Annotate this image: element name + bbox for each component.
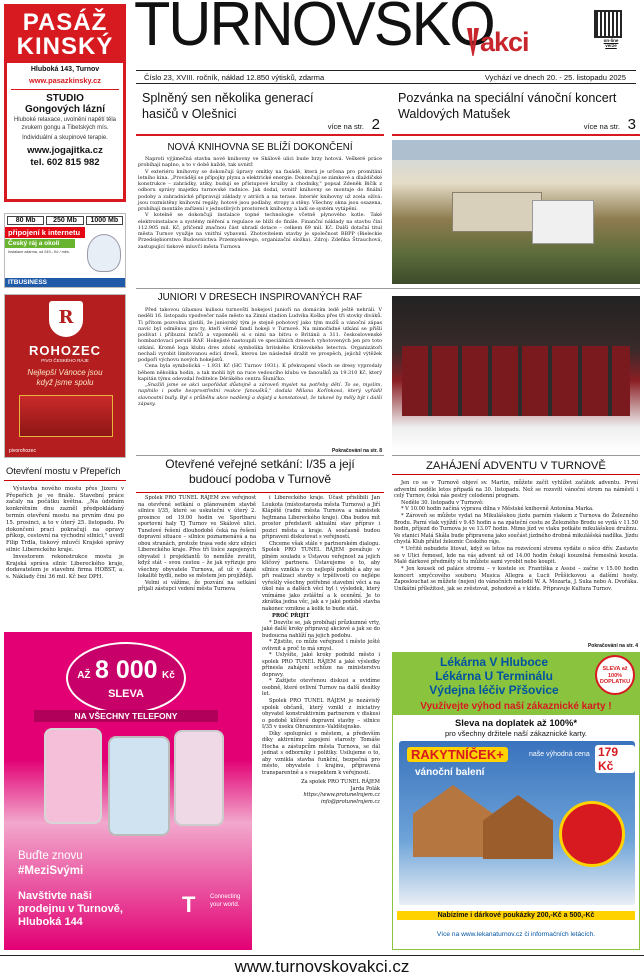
phone-image-1 <box>44 728 102 824</box>
pharmacy-web[interactable]: Více na www.lekanaturnov.cz či informačních letácích. <box>436 931 596 938</box>
most-paragraph-2: Investorem rekonstrukce mostu je Krajská správa silnic Libereckého kraje, dodavatelem je stavební firma HOBST, a. s. Náklady činí 36 mil. Kč bez DPH. <box>6 553 124 581</box>
teaser-2-title: Pozvánka na speciální vánoční koncert Waldových Matušek <box>398 91 617 122</box>
rohozec-logo: R <box>49 301 83 337</box>
teaser-1-page: 2 <box>371 116 380 133</box>
mobile-visit: Navštivte naši prodejnu v Turnově, Hluboká 144 <box>18 890 123 929</box>
pasaz-name: PASÁŽ KINSKÝ <box>7 7 123 63</box>
speed-250: 250 Mb <box>46 216 83 225</box>
pasaz-address: Hluboká 143, Turnov <box>30 66 100 73</box>
advent-item-2: * Zároveň se můžete vydat na Mikulášskou jízdu parním vlakem z Turnova do Železného Brodu. Parní vlak vyjíždí v 9.45 hodin a na zpáteční cestu ze Železného Brodu se vydá v 11.50 hodin, příjezd do Turnova je ve 13.07 hodin. Mimo jízd ve vlaku potkáte mikulášskou družinu. Ve stanici Malá Skála bude připravena jako součást jízdného drobná mikulášská nadílka. Jízdu chystá Klub přátel železnic Českého ráje. <box>394 513 638 546</box>
knihovna-paragraph-1: Naproti výjimečná stavba nové knihovny ve Skálově ulici bude brzy hotová. Veškeré práce probíhají naplno, a to v době každé, tak uvnitř. <box>138 156 382 169</box>
speed-1000: 1000 Mb <box>86 216 123 225</box>
tunel-col1-paragraph-2: Velmi si vážíme, že pozvání na setkání přijali zástupci vedení města Turnova <box>138 579 256 593</box>
qr-code[interactable] <box>594 10 622 38</box>
juniori-article <box>136 290 384 454</box>
masthead-title: TURNOVSKO <box>134 0 494 59</box>
mobile-hash2: #MeziSvými <box>18 865 84 877</box>
pharmacy-discount: Sleva na doplatek až 100%* <box>455 717 577 728</box>
speed-80: 80 Mb <box>7 216 44 225</box>
tunel-why-heading: PROČ PŘIJÍT <box>272 613 310 620</box>
gingerbread-house-image <box>413 785 493 857</box>
advent-continue[interactable]: Pokračování na str. 4 <box>587 643 638 649</box>
rohozec-ad[interactable] <box>4 294 126 458</box>
masthead-info-bar <box>136 70 636 84</box>
tin-box-image <box>559 801 625 867</box>
pharmacy-slogan: Využívejte výhod naší zákaznické karty ! <box>393 701 639 712</box>
knihovna-article <box>136 140 384 284</box>
teaser-1-more: více na str. <box>327 122 364 131</box>
tunel-heading: Otevřené veřejné setkání: I/35 a její budoucí podoba v Turnově <box>165 457 355 487</box>
teaser-2-page: 3 <box>627 116 636 133</box>
internet-region: Český ráj a okolí <box>5 239 75 248</box>
tunel-bullet-2: * Zjistíte, co může veřejnost i město ještě ovlivnit a proč to má smysl. <box>262 639 380 652</box>
studio-text: Hluboké relaxace, uvolnění napětí těla zvukem gongu a Tibetských mís. <box>13 117 117 131</box>
advent-item-3: * Určitě nebudete litovat, když se letos na rozsvícení stromu vydáte o něco dřív. Zastavte se v Ulici řemesel, kde na vás advent už od 14.00 hodin čekají kouzelná řemeslná kouzla. Malé dárkové předměty si tu můžete sami vyrobit nebo koupit. <box>394 546 638 566</box>
hockey-photo <box>392 296 640 450</box>
rohozec-fb: pivorohozec <box>9 448 36 454</box>
t-logo-icon: T <box>182 892 196 917</box>
juniori-quote: „Snažili jsme se akci uspořádat důstojně a zároveň myslet na potřeby dětí. To se, myslím, naplnilo i podle bezprostřední reakce fanoušků," dodala Milana Kořínková, který vyřádil slavnostní bully. Byl s průběhu akce nadšený a dojatý a konstatoval, že takové by měly být i další zápasy. <box>138 382 382 407</box>
library-photo <box>392 140 640 284</box>
release-info: Vychází ve dnech 20. - 25. listopadu 2025 <box>484 72 626 82</box>
tunel-col2-paragraph: i Libereckého kraje. Účast přislíbili Jan Loukota (místostarosta města Turnova) a Jiří Klápště (radní města Turnova a náměstek hejtmana Libereckého kraje). Oba budou mít prostor představit aktuální stav příprav i pozici města a kraje. A současně budou připraveni diskutovat s veřejností. <box>262 495 380 541</box>
pharmacy-line1: Lékárna V Hluboce <box>439 655 549 669</box>
studio-text2: Individuální a skupinové terapie. <box>22 134 108 141</box>
qr-caption: on-line verze <box>603 38 619 48</box>
mobile-brand-tag: Connecting your world. <box>210 894 241 908</box>
product-name: RAKYTNÍČEK+ <box>407 747 508 762</box>
advent-heading: ZAHÁJENÍ ADVENTU V TURNOVĚ <box>426 460 606 472</box>
rohozec-brand: ROHOZEC <box>29 343 101 358</box>
gift-box-image <box>19 395 113 437</box>
tunel-web[interactable]: https://www.protunelrajem.cz <box>303 792 380 799</box>
price-label: naše výhodná cena <box>529 751 590 758</box>
most-article <box>4 464 126 581</box>
footer-web[interactable]: www.turnovskovakci.cz <box>234 957 410 976</box>
masthead-accent: akci <box>467 28 529 56</box>
internet-brand: ITBUSINESS <box>5 278 125 287</box>
product-panel <box>399 741 635 905</box>
teaser-1[interactable] <box>136 90 384 136</box>
advent-item-4: * Jen kousek od paláce stromu – v kostele sv. Františka z Assisi – začne v 15.00 hodin koncert smyčcového souboru Musica Allegra a Lucii Průšickovou a dalšími hosty. Zaposlouchat se můžete (nejen) do vánočních melodií W. A. Mozarta, J. Suka nebo A. Dvořáka. Unikátní příležitost, jak se zvěstovat, pohodově a v klidu. Připravuje Kultura Turnov. <box>394 565 638 592</box>
phone-image-3 <box>174 730 224 826</box>
studio-title: STUDIO <box>46 93 84 104</box>
teaser-2[interactable] <box>392 90 640 136</box>
studio-phone: tel. 602 815 982 <box>30 156 100 168</box>
knihovna-paragraph-3: V kotelně se dokončují instalace topné technologie včetně plynového kotle. Také elektroinstalace a systémy měření a regulace se blíží do finále. Finanční náklady na stavbu činí 112.905 mil. Kč, přičemž značnou část uhradí dotace – celkem 69 mil. Kč. Další dotační titul města Turnov využije na vnitřní vybavení. Zhotovitelem stavby je společnost BBPP (Bieleckie Przedsiębiorstwo Budownictwa Przemysłowego, organizační složka). Zdroj: Zdeňka Štrauchová, zastupující tiskové mluvčí města Turnova <box>138 212 382 250</box>
juniori-continue[interactable]: Pokračování na str. 8 <box>331 448 382 454</box>
most-heading: Otevření mostu v Přepeřích <box>6 465 121 476</box>
tunel-bullet-3: * Uslyšíte, jaké kroky podnikl město i spolek PRO TUNEL RÁJEM a jaké výsledky přinesla zahájení schůze na ministerstvu dopravy. <box>262 652 380 678</box>
knihovna-paragraph-2: V exteriéru knihovny se dokončují úpravy omítky na fasádě, která je určena pro promítání letního kina. „Provádějí se přípojky plynu a elektrické energie. Dokončují se zámkové a dlaždičské konstrukce – zahrádky, atiky, budují se přístupové kružby a chodníky," popsal Zdeněk Bičík z odboru správy majetku turnovské radnice. Jak dodal, uvnitř knihovny se montuje do finální podoby a zahradnické připravují základy v atriích a na terase. Interiér knihovny už zcela ožívá: jsou rozmístěny knihovní regály, hotové jsou podlahy, stropy a stěny. Všechny okna jsou osazena, probíhají montáže zařízení v jednotlivých prostorech knihovny a ladí se systém vytápění. <box>138 168 383 213</box>
pharmacy-badge: SLEVA až 100% DOPLATKU <box>595 655 635 695</box>
mobile-phones-ad[interactable] <box>4 632 252 950</box>
issue-info: Číslo 23, XVIII. ročník, náklad 12.850 výtisků, zdarma <box>144 72 325 82</box>
tunel-col2-paragraph-3: Spolek PRO TUNEL RÁJEM je nezávislý spolek občanů, který vznikl z iniciativy obyvatel konstruktivním partnerem v diskusi o podobě klíčové dopravní stavby – silnice I/35 v úseku Ohrazenice–Valdštejnsko. <box>262 697 380 731</box>
gingerbread-house-image-2 <box>483 795 553 859</box>
mobile-hash1: Buďte znovu <box>18 850 83 862</box>
tunel-col1-paragraph: Spolek PRO TUNEL RÁJEM zve veřejnost na otevřené setkání o plánovaném stavbě silnice I/35, které se uskuteční v úterý 2. prosince od 19.00 hodin ve Sportbaru sportovní haly TJ Turnov ve Skálově ulici. Tunelové řešení dlouhodobě čeká na řešení dopravní situace – silnice poznamenává a na obou stranách, protože trasa vede skrz silnici Libereckého kraje. Přes tři tisíce zapojených obyvatel i projektantů to nemůže zvrátit, když stát – svou cestou – že jak vyřizuje pro všechny obyvatele Turnova, ať už v dané lokalitě bydlí, nebo se městem jen projíždějí. <box>138 495 256 580</box>
product-pack: vánoční balení <box>415 767 485 778</box>
advent-article <box>392 457 640 647</box>
tunel-col2-paragraph-2: Chceme však stále v partnerském dialogu. Spolek PRO TUNEL RÁJEM považuje v plném souladu s Ústavou veřejnost za jejich klíčový partnera. Ústavujeme o to, aby silnice vznikla v co nejlepší podobě a aby se při realizaci stavby s trpělivostí co nejlépe vyřešily všechny potřebné stavební věci a na úkol nás a dalších věcí byl i výsledek, který vnímáme jako zvláštní a k ocenění. Je to zkrátka jedna věc, jak a v jaké podobě stavba nakonec vznikne a kolik to bude stát. <box>262 540 380 612</box>
tunel-bullet-1: * Dozvíte se, jak probíhají průzkumné vrty, jaké další kroky připravuj akciové a jak se do budoucna nahlíží na jejich podobu. <box>262 619 380 639</box>
internet-ad[interactable] <box>4 213 126 288</box>
knihovna-heading: NOVÁ KNIHOVNA SE BLÍŽÍ DOKONČENÍ <box>167 142 353 153</box>
tunel-email[interactable]: info@protunelrajem.cz <box>320 798 380 805</box>
teaser-1-title: Splněný sen několika generací hasičů v Olešnici <box>142 91 314 122</box>
internet-headline: připojení k internetu <box>5 227 85 238</box>
pharmacy-ad[interactable] <box>392 652 640 950</box>
pasaz-kinsky-ad[interactable] <box>4 4 126 202</box>
internet-small: Instalace zdarma, od 249,- Kč / měs. <box>8 250 70 254</box>
rohozec-tag: PIVO ČESKÉHO RÁJE <box>41 358 89 363</box>
juniori-heading: JUNIORI V DRESECH INSPIROVANÝCH RAF <box>157 292 363 303</box>
juniori-paragraph-2: Cena byla symbolická – 1.931 Kč (HC Turnov 1931). K překvapení všech se dresy vyprodaly během několika hodin, a tak mohli být na ruce vedoucího klubu ve fanoušků za 19.310 Kč, který kapitán týmu odevzdal ředitelce Děrákého centra Šluníčko. <box>138 363 382 382</box>
rohozec-slogan: Nejlepší Vánoce jsou když jsme spolu <box>27 368 103 387</box>
tunel-bullet-4: * Zažijete otevřenou diskusi a uvidíme osobně, které ovlivní Turnov na další desítky let. <box>262 678 380 698</box>
discount-text: AŽ 8 000 Kč <box>77 656 175 684</box>
tunel-signature-name: Jarda Polák <box>350 785 380 792</box>
speed-row <box>5 214 125 227</box>
pasaz-web[interactable]: www.pasazkinsky.cz <box>29 76 101 85</box>
studio-subtitle: Gongových lázní <box>24 104 105 115</box>
pharmacy-line2: Lékárna U Terminálu <box>435 669 553 683</box>
advent-item-1: * V 10.00 hodin začíná výprava dílna v Městské knihovně Antonína Marka. <box>401 506 594 513</box>
pelican-icon <box>87 234 121 272</box>
pharmacy-line3: Výdejna léčiv Přšovice <box>429 683 559 697</box>
phone-image-2 <box>108 736 170 836</box>
pharmacy-discount-sub: pro všechny držitele naší zákaznické karty. <box>444 729 587 738</box>
discount-line2: NA VŠECHNY TELEFONY <box>34 710 218 722</box>
tunel-signature: Za spolek PRO TUNEL RÁJEM <box>301 779 380 786</box>
most-paragraph-1: Výstavba nového mostu přes Jizeru v Přepeřích je ve finále. Stavební práce začaly na počátku května. „Na údolním konkrétním dnu zazněl předpokládaný termín otevření mostu na prvním dnu po 15. prosinci, a to v úterý 25. listopadu. Po dokončení prací pokračují na opravy příkop, cestovní na východní silnici," uvedl Filip Trdla, tiskový mluvčí Krajské správy silnic Libereckého kraje. <box>6 485 124 553</box>
advent-intro: Jen co se v Turnově objeví sv. Martin, můžete začít vyhlížet začátek adventu. První adventní neděle letos připadá na 30. listopadu. Než se rozsvítí vánoční strom na náměstí i celý Turnov, čeká nás pestrý celodenní program. <box>394 480 638 500</box>
tunel-col2-paragraph-4: Díky spolupráci s městem, a především díky aktivnímu zapojení starosty Tomáše Hocha a zástupcům města Turnova, se dál jednat s odborníky i politiky. Usilujeme o to, aby vznikla stavba funkční, bezpečná pro město, obyvatele i krajinu, připravená transparentně a s respektem k veřejnosti. <box>262 730 380 776</box>
teaser-2-more: více na str. <box>583 122 620 131</box>
juniori-paragraph-1: Před takovou úžasnou kulisou turnovští hokejoví junioři na domácím ledě ještě nehráli. V neděli 16. listopadu vpodvečer naše město na Zimní stadion Ludvíka Koška přes tři stovky diváků. Ti přitom pozvolna zjistili, že juniorský tým je stejně pohotový jako tým mužů a vánoční zápas navíc byl odměnou pro ty, kteří věrně fandí hokeji v Turnově. Na mimořádné utkání se přišli podívat i příbuzní hráčů a vzpomněli si s nimi na bitvu o Británii a 311. československé bombardovací perutě RAF. Hokejisté nastoupili ve speciálních dresech vyhotovených jen pro toto utkání. Kromě loga klubu dres zdobí symbolika britského Královského letectva. Organizátoři nechali vyrobit limitovanou edici dresů, kterou lze následně dražit ve prospěch, jejichž výtěžek podpoří výchovu nových hokejistů. <box>138 307 382 364</box>
studio-web[interactable]: www.jogajitka.cz <box>27 144 103 156</box>
discount-line1: SLEVA <box>108 688 144 700</box>
product-price: 179 Kč <box>595 745 635 773</box>
advent-date: Neděle 30. listopadu v Turnově: <box>401 499 484 506</box>
pharmacy-bonus: Nabízíme i dárkové poukázky 200,-Kč a 500,-Kč <box>397 911 635 920</box>
